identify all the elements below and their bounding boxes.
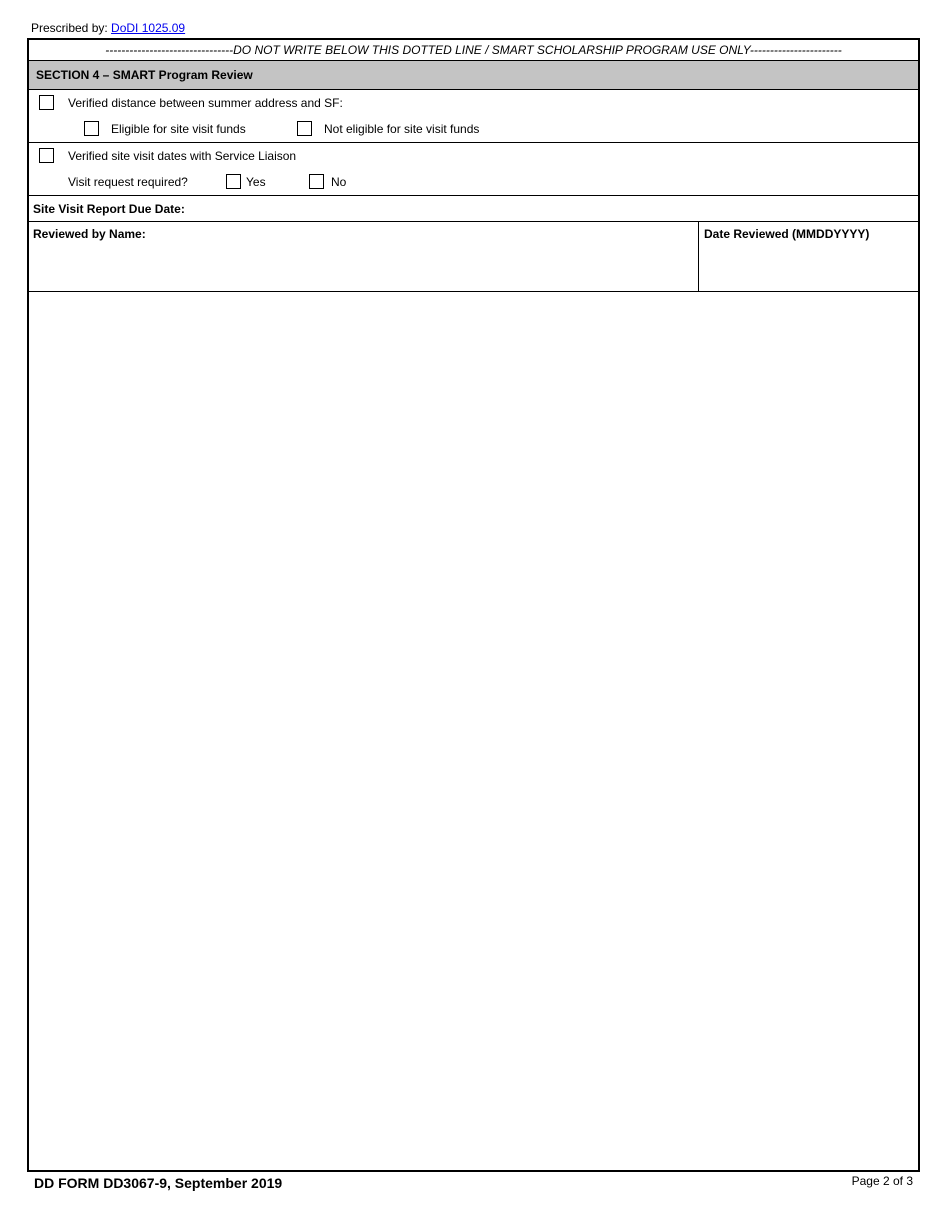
prescribed-by bbox=[31, 21, 185, 35]
verified-dates-label: Verified site visit dates with Service Liaison bbox=[68, 149, 297, 163]
yes-label: Yes bbox=[246, 175, 266, 189]
section-4-header: SECTION 4 – SMART Program Review bbox=[29, 61, 918, 90]
form-frame bbox=[27, 38, 920, 1172]
site-visit-dates-row bbox=[29, 143, 918, 196]
date-reviewed-label: Date Reviewed (MMDDYYYY) bbox=[704, 227, 870, 241]
prescribed-label: Prescribed by: bbox=[31, 21, 108, 35]
dodi-link[interactable]: DoDI 1025.09 bbox=[111, 21, 186, 35]
review-row bbox=[29, 222, 918, 292]
reviewed-by-label: Reviewed by Name: bbox=[33, 227, 146, 241]
visit-request-label: Visit request required? bbox=[68, 175, 188, 189]
distance-row bbox=[29, 90, 918, 143]
yes-checkbox[interactable] bbox=[226, 174, 241, 189]
page-info: Page 2 of 3 bbox=[851, 1174, 913, 1188]
no-checkbox[interactable] bbox=[309, 174, 324, 189]
verified-distance-label: Verified distance between summer address and SF: bbox=[68, 96, 343, 110]
verified-dates-checkbox[interactable] bbox=[39, 148, 54, 163]
not-eligible-checkbox[interactable] bbox=[297, 121, 312, 136]
no-label: No bbox=[331, 175, 347, 189]
dotted-line-notice: --------------------------------DO NOT WRITE BELOW THIS DOTTED LINE / SMART SCHOLARSHIP PROGRAM USE ONLY----------------------- bbox=[29, 40, 918, 61]
eligible-checkbox[interactable] bbox=[84, 121, 99, 136]
not-eligible-label: Not eligible for site visit funds bbox=[324, 122, 480, 136]
reviewed-by-name-field[interactable] bbox=[29, 222, 699, 291]
verified-distance-checkbox[interactable] bbox=[39, 95, 54, 110]
form-id: DD FORM DD3067-9, September 2019 bbox=[34, 1175, 283, 1191]
eligible-label: Eligible for site visit funds bbox=[111, 122, 246, 136]
date-reviewed-field[interactable] bbox=[699, 222, 918, 301]
report-due-date-field[interactable]: Site Visit Report Due Date: bbox=[29, 196, 918, 222]
